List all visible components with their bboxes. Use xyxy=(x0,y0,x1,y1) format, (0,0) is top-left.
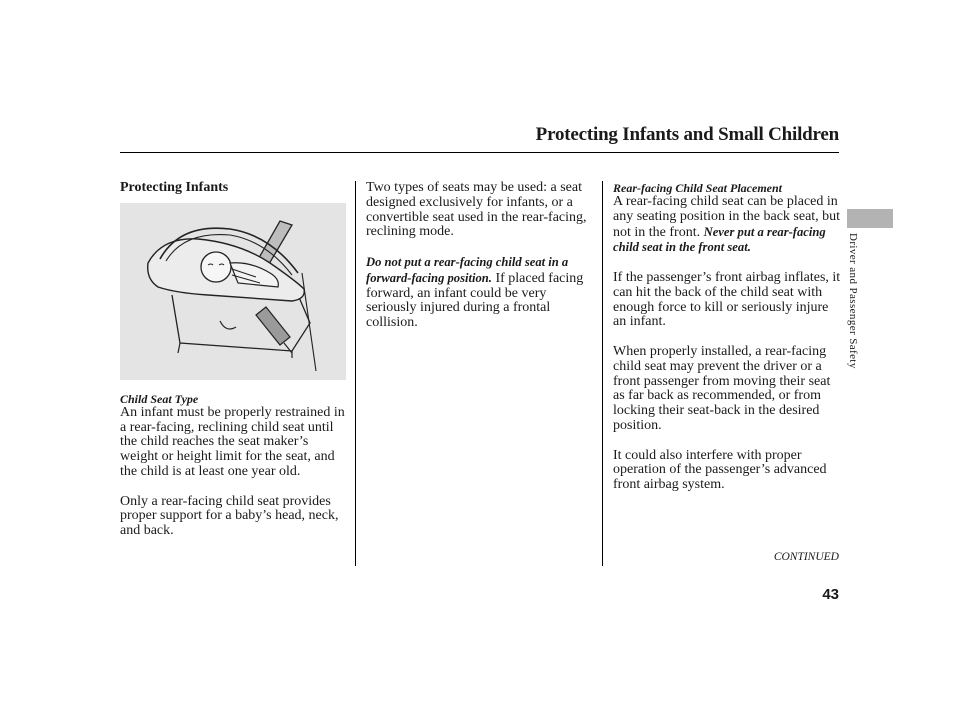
placement-heading: Rear-facing Child Seat Placement xyxy=(613,181,782,195)
body-text: A rear-facing child seat can be placed in any seating position in the back seat, but not in the front. xyxy=(613,194,841,240)
middle-column xyxy=(366,181,594,346)
body-paragraph xyxy=(613,195,841,256)
body-paragraph: Only a rear-facing child seat provides proper support for a baby’s head, neck, and back. xyxy=(120,493,339,539)
section-tab-label: Driver and Passenger Safety xyxy=(847,233,859,369)
body-text: If placed facing forward, an infant could be very seriously injured during a frontal collision. xyxy=(366,270,584,331)
page-title: Protecting Infants and Small Children xyxy=(535,124,839,145)
continued-label: CONTINUED xyxy=(773,551,839,563)
warning-text: Do not put a rear-facing child seat in a forward-facing position. xyxy=(366,254,569,285)
body-paragraph: When properly installed, a rear-facing child seat may prevent the driver or a front passenger from moving their seat as far back as recommended, or from locking their seat-back in the desired position. xyxy=(613,343,831,433)
rear-facing-infant-seat-illustration xyxy=(120,203,346,380)
left-column xyxy=(120,181,348,554)
column-divider xyxy=(355,181,356,566)
body-paragraph: It could also interfere with proper operation of the passenger’s advanced front airbag system. xyxy=(613,447,827,493)
child-seat-type-heading: Child Seat Type xyxy=(120,391,199,406)
title-rule xyxy=(120,152,839,153)
infant-seat-drawing xyxy=(120,203,346,380)
column-divider xyxy=(602,181,603,566)
section-tab xyxy=(847,209,893,228)
page-number: 43 xyxy=(822,586,839,603)
right-column xyxy=(613,181,841,508)
body-paragraph: If the passenger’s front airbag inflates, it can hit the back of the child seat with enough force to kill or seriously injure an infant. xyxy=(613,269,841,330)
body-paragraph: Two types of seats may be used: a seat designed exclusively for infants, or a convertible seat used in the rear-facing, reclining mode. xyxy=(366,180,587,240)
warning-text: Never put a rear-facing child seat in the front seat. xyxy=(613,224,826,255)
warning-paragraph xyxy=(366,255,594,331)
body-paragraph: An infant must be properly restrained in a rear-facing, reclining child seat until the child reaches the seat maker’s weight or height limit for the seat, and the child is at least one year old. xyxy=(120,404,345,479)
section-heading: Protecting Infants xyxy=(120,180,229,195)
